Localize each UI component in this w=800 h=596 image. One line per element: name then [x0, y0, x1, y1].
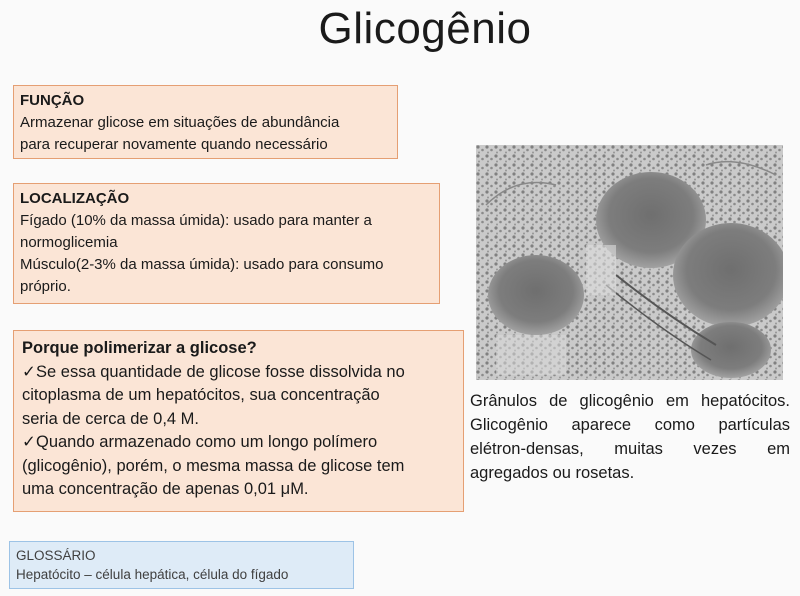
why-polymerize-line: ✓Se essa quantidade de glicose fosse dissolvida no — [22, 361, 455, 385]
why-polymerize-line: uma concentração de apenas 0,01 μM. — [22, 480, 309, 498]
why-polymerize-line: (glicogênio), porém, o mesma massa de glicose tem — [22, 456, 405, 475]
why-polymerize-line: citoplasma de um hepatócitos, sua concentração — [22, 386, 380, 404]
location-line: Fígado (10% da massa úmida): usado para manter a — [20, 212, 372, 229]
glossary-text: Hepatócito – célula hepática, célula do fígado — [16, 567, 289, 582]
function-box — [13, 85, 398, 159]
location-box — [13, 183, 440, 304]
page-title: Glicogênio — [318, 4, 532, 53]
why-polymerize-line: seria de cerca de 0,4 M. — [22, 409, 200, 428]
location-heading: LOCALIZAÇÃO — [20, 190, 130, 207]
glossary-heading: GLOSSÁRIO — [16, 548, 96, 563]
location-line: normoglicemia — [20, 234, 118, 251]
function-line: para recuperar novamente quando necessário — [20, 136, 328, 153]
micrograph-image — [476, 145, 783, 380]
image-caption: Grânulos de glicogênio em hepatócitos. Glicogênio aparece como partículas elétron-densas, muitas vezes em agregados ou rosetas. — [470, 392, 790, 482]
function-heading: FUNÇÃO — [20, 92, 85, 109]
micrograph-svg — [476, 145, 783, 380]
why-polymerize-heading: Porque polimerizar a glicose? — [22, 339, 257, 357]
check-icon: ✓ — [22, 362, 36, 381]
why-polymerize-line: ✓Quando armazenado como um longo polímero — [22, 431, 455, 455]
glossary-box — [9, 541, 354, 589]
location-line: próprio. — [20, 278, 71, 295]
why-polymerize-box — [13, 330, 464, 512]
function-line: Armazenar glicose em situações de abundância — [20, 114, 340, 131]
check-icon: ✓ — [22, 433, 36, 451]
location-line: Músculo(2-3% da massa úmida): usado para consumo — [20, 256, 384, 273]
